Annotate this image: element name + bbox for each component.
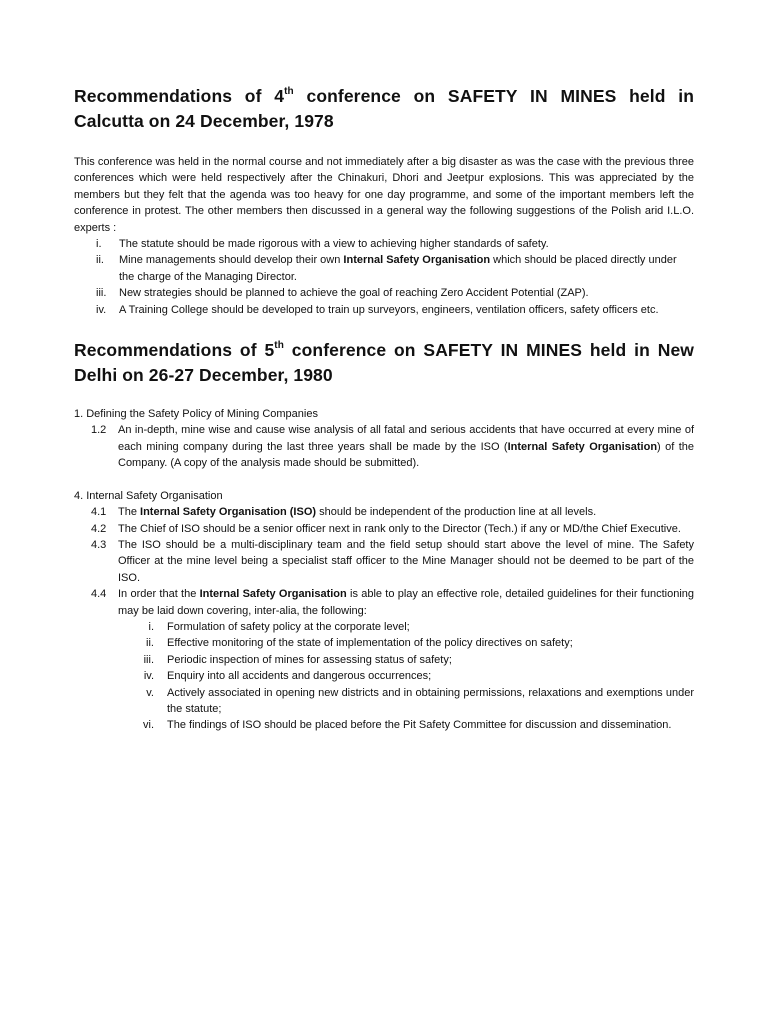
list-item (74, 422, 694, 471)
bold-term: Internal Safety Organisation (343, 254, 491, 267)
list-item (74, 668, 694, 684)
list-item-text: The findings of ISO should be placed before the Pit Safety Committee for discussion and dissemination. (167, 719, 672, 732)
section-5th-conference (74, 338, 694, 734)
list-item (74, 685, 694, 718)
intro-paragraph: This conference was held in the normal course and not immediately after a big disaster as was the case with the previous three conferences which were held respectively after the Chinakuri, Dhori and Jeetpur explosions. This was appreciated by the members but they felt that the agenda was too heavy for one day programme, and some of the important members left the conference in protest. The other members then discussed in a general way the following suggestions of the Polish arid I.L.O. experts : (74, 156, 694, 234)
list-item-text: New strategies should be planned to achieve the goal of reaching Zero Accident Potential (ZAP). (119, 287, 589, 300)
list-item-text: Actively associated in opening new districts and in obtaining permissions, relaxations and exemptions under the statute; (167, 686, 694, 715)
internal-safety-organisation-block (74, 488, 694, 734)
list-item-text (119, 252, 694, 285)
bold-term: Internal Safety Organisation (ISO) (140, 506, 317, 519)
title-superscript: th (284, 86, 294, 98)
list-item (74, 285, 694, 301)
numbered-list (74, 504, 694, 619)
list-item-text (118, 504, 694, 520)
list-item-number: v. (146, 686, 154, 699)
list-item-number: i. (148, 620, 154, 633)
title-superscript: th (274, 340, 284, 352)
list-item-number: 4.2 (91, 522, 107, 535)
list-item-text (118, 422, 694, 471)
title-suffix: conference on SAFETY IN MINES held in Calcutta on 24 December, 1978 (74, 86, 694, 131)
list-item-text: A Training College should be developed to train up surveyors, engineers, ventilation officers, safety officers etc. (119, 303, 659, 316)
title-prefix: Recommendations of 5 (74, 340, 275, 361)
text-fragment: In order that the (118, 588, 200, 601)
safety-policy-block (74, 406, 694, 472)
list-item (74, 252, 694, 285)
document-page (74, 84, 694, 734)
list-item-text: The Chief of ISO should be a senior officer next in rank only to the Director (Tech.) if any or MD/the Chief Executive. (118, 522, 681, 535)
text-fragment: is able to play an effective role, detailed guidelines for their functioning may be laid down covering, inter-alia, the following: (118, 588, 695, 617)
bold-term: Internal Safety Organisation (507, 440, 658, 453)
text-fragment: should be independent of the production line at all levels. (316, 506, 597, 519)
list-item-number: 4.3 (91, 538, 107, 551)
subsection-heading: 1. Defining the Safety Policy of Mining Companies (74, 408, 318, 421)
list-item-number: iv. (143, 670, 154, 683)
list-item-number: ii. (96, 254, 104, 267)
list-item-text: Formulation of safety policy at the corporate level; (167, 620, 410, 633)
list-item (74, 652, 694, 668)
section-title-4th-conference (74, 84, 694, 134)
list-item (74, 635, 694, 651)
list-item-text: The statute should be made rigorous with a view to achieving higher standards of safety. (119, 238, 549, 251)
list-item (74, 521, 694, 537)
list-item-number: ii. (146, 637, 154, 650)
section-4th-conference (74, 84, 694, 318)
list-item-text: Periodic inspection of mines for assessing status of safety; (167, 653, 452, 666)
title-prefix: Recommendations of 4 (74, 86, 285, 106)
text-fragment: Mine managements should develop their own (119, 254, 344, 267)
subsection-heading: 4. Internal Safety Organisation (74, 489, 223, 502)
list-item-number: vi. (143, 719, 154, 732)
text-fragment: ) of the Company. (A copy of the analysis made should be submitted). (118, 440, 695, 470)
list-item (74, 302, 694, 318)
list-item-number: iii. (96, 287, 107, 300)
list-item (74, 717, 694, 733)
list-item-number: iv. (96, 303, 107, 316)
list-item-number: i. (96, 238, 102, 251)
list-item-text (118, 586, 694, 619)
section-title-5th-conference (74, 338, 694, 388)
list-item-number: iii. (143, 653, 154, 666)
list-item (74, 236, 694, 252)
guidelines-list (74, 619, 694, 734)
title-suffix: conference on SAFETY IN MINES held in New Delhi on 26-27 December, 1980 (74, 340, 694, 386)
text-fragment: which should be placed directly under the charge of the Managing Director. (119, 254, 677, 283)
list-item-text: The ISO should be a multi-disciplinary team and the field setup should start above the level of mine. The Safety Officer at the mine level being a specialist staff officer to the Mine Manager should not be deemed to be part of the ISO. (118, 538, 694, 584)
bold-term: Internal Safety Organisation (199, 588, 347, 601)
list-item (74, 619, 694, 635)
suggestions-list (74, 236, 694, 318)
numbered-list (74, 422, 694, 471)
text-fragment: The (118, 506, 141, 519)
list-item (74, 504, 694, 520)
list-item-number: 1.2 (91, 424, 107, 437)
list-item (74, 586, 694, 619)
list-item-text: Effective monitoring of the state of implementation of the policy directives on safety; (167, 637, 573, 650)
list-item-number: 4.4 (91, 588, 107, 601)
list-item (74, 537, 694, 586)
text-fragment: An in-depth, mine wise and cause wise analysis of all fatal and serious accidents that have occurred at every mine of each mining company during the last three years shall be made by the ISO ( (118, 424, 694, 453)
list-item-number: 4.1 (91, 506, 107, 519)
list-item-text: Enquiry into all accidents and dangerous occurrences; (167, 670, 432, 683)
